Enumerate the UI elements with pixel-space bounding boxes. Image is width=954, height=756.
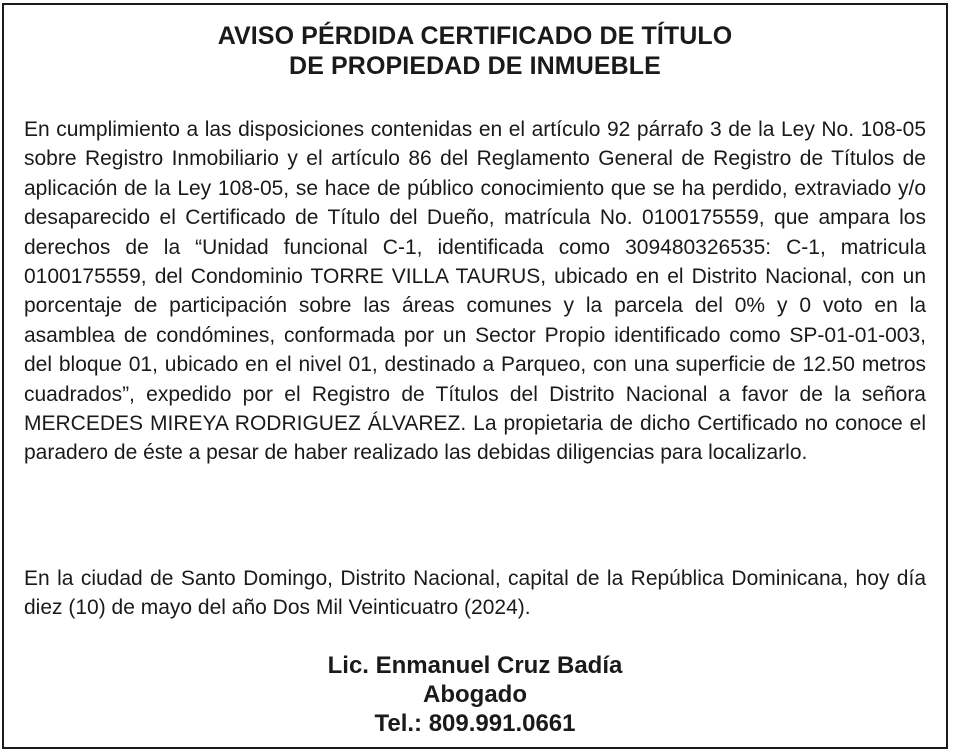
signer-name: Lic. Enmanuel Cruz Badía bbox=[327, 652, 623, 679]
signer-phone: Tel.: 809.991.0661 bbox=[374, 710, 576, 737]
signer-role: Abogado bbox=[423, 681, 527, 708]
notice-body-paragraph: En cumplimiento a las disposiciones contenidas en el artículo 92 párrafo 3 de la Ley No. 108-05 sobre Registro Inmobiliario y el artículo 86 del Reglamento General de Registro de Títulos de aplicación de la Ley 108-05, se hace de público conocimiento que se ha perdido, extraviado y/o desaparecido el Certificado de Título del Dueño, matrícula No. 0100175559, que ampara los derechos de la “Unidad funcional C-1, identificada como 309480326535: C-1, matricula 0100175559, del Condominio TORRE VILLA TAURUS, ubicado en el Distrito Nacional, con un porcentaje de participación sobre las áreas comunes y la parcela del 0% y 0 voto en la asamblea de condómines, conformada por un Sector Propio identificado como SP-01-01-003, del bloque 01, ubicado en el nivel 01, destinado a Parqueo, con una superficie de 12.50 metros cuadrados”, expedido por el Registro de Títulos del Distrito Nacional a favor de la señora MERCEDES MIREYA RODRIGUEZ ÁLVAREZ. La propietaria de dicho Certificado no conoce el paradero de éste a pesar de haber realizado las debidas diligencias para localizarlo. bbox=[24, 118, 926, 465]
notice-title-line-2: DE PROPIEDAD DE INMUEBLE bbox=[289, 52, 661, 80]
notice-date-paragraph: En la ciudad de Santo Domingo, Distrito Nacional, capital de la República Dominicana, hoy día diez (10) de mayo del año Dos Mil Veinticuatro (2024). bbox=[24, 567, 926, 620]
legal-notice bbox=[2, 3, 948, 749]
notice-title bbox=[4, 21, 946, 81]
signature-block bbox=[4, 651, 946, 738]
notice-title-line-1: AVISO PÉRDIDA CERTIFICADO DE TÍTULO bbox=[217, 22, 733, 50]
